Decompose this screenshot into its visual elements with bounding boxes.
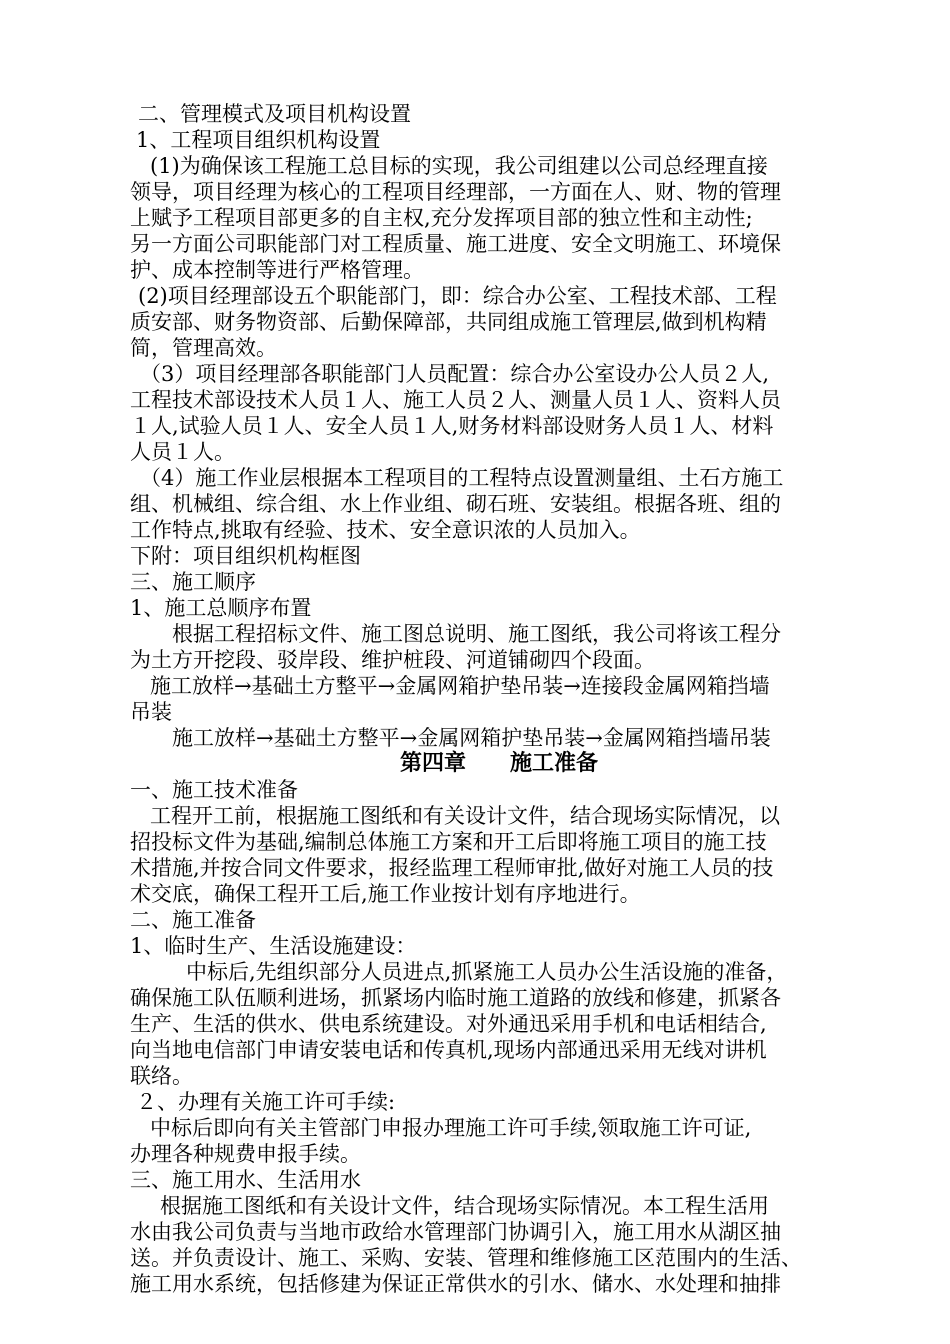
- paragraph-line: 术交底，确保工程开工后,施工作业按计划有序地进行。: [130, 882, 641, 906]
- paragraph-line: 确保施工队伍顺利进场，抓紧场内临时施工道路的放线和修建，抓紧各: [130, 986, 781, 1010]
- paragraph-line: (2)项目经理部设五个职能部门，即：综合办公室、工程技术部、工程: [138, 284, 777, 308]
- subsection-heading: 1、施工总顺序布置: [130, 596, 312, 620]
- paragraph-line: 水由我公司负责与当地市政给水管理部门协调引入，施工用水从湖区抽: [130, 1220, 781, 1244]
- paragraph-line: 招投标文件为基础,编制总体施工方案和开工后即将施工项目的施工技: [130, 830, 767, 854]
- paragraph-line: 下附：项目组织机构框图: [130, 544, 361, 568]
- paragraph-line: 简，管理高效。: [130, 336, 277, 360]
- subsection-heading: 1、工程项目组织机构设置: [136, 128, 381, 152]
- paragraph-line: 领导，项目经理为核心的工程项目经理部，一方面在人、财、物的管理: [130, 180, 781, 204]
- sequence-line: 吊装: [130, 700, 172, 724]
- paragraph-line: 生产、生活的供水、供电系统建设。对外通迅采用手机和电话相结合,: [130, 1012, 767, 1036]
- paragraph-line: 办理各种规费申报手续。: [130, 1142, 361, 1166]
- subsection-heading: 1、临时生产、生活设施建设：: [130, 934, 417, 958]
- paragraph-line: 根据施工图纸和有关设计文件，结合现场实际情况。本工程生活用: [160, 1194, 769, 1218]
- paragraph-line: 工程开工前，根据施工图纸和有关设计文件，结合现场实际情况，以: [150, 804, 780, 828]
- section-heading: 一、施工技术准备: [130, 778, 298, 802]
- paragraph-line: 组、机械组、综合组、水上作业组、砌石班、安装组。根据各班、组的: [130, 492, 781, 516]
- section-heading: 二、施工准备: [130, 908, 256, 932]
- sequence-line: 施工放样→基础土方整平→金属网箱护垫吊装→金属网箱挡墙吊装: [172, 726, 771, 750]
- paragraph-line: 另一方面公司职能部门对工程质量、施工进度、安全文明施工、环境保: [130, 232, 781, 256]
- chapter-title: 第四章 施工准备: [400, 751, 599, 776]
- paragraph-line: 工程技术部设技术人员１人、施工人员２人、测量人员１人、资料人员: [130, 388, 781, 412]
- paragraph-line: 送。并负责设计、施工、采购、安装、管理和维修施工区范围内的生活、: [130, 1246, 802, 1270]
- paragraph-line: 上赋予工程项目部更多的自主权,充分发挥项目部的独立性和主动性;: [130, 206, 753, 230]
- paragraph-line: 护、成本控制等进行严格管理。: [130, 258, 424, 282]
- paragraph-line: 工作特点,挑取有经验、技术、安全意识浓的人员加入。: [130, 518, 641, 542]
- paragraph-line: （3）项目经理部各职能部门人员配置：综合办公室设办公人员２人,: [140, 362, 770, 386]
- paragraph-line: １人,试验人员１人、安全人员１人,财务材料部设财务人员１人、材料: [130, 414, 774, 438]
- paragraph-line: （4）施工作业层根据本工程项目的工程特点设置测量组、土石方施工: [140, 466, 784, 490]
- section-heading: 三、施工顺序: [130, 570, 256, 594]
- subsection-heading: ２、办理有关施工许可手续:: [136, 1090, 396, 1114]
- paragraph-line: 人员１人。: [130, 440, 235, 464]
- section-heading: 三、施工用水、生活用水: [130, 1168, 361, 1192]
- paragraph-line: 质安部、财务物资部、后勤保障部，共同组成施工管理层,做到机构精: [130, 310, 767, 334]
- paragraph-line: 根据工程招标文件、施工图总说明、施工图纸，我公司将该工程分: [172, 622, 781, 646]
- section-heading: 二、管理模式及项目机构设置: [138, 102, 411, 126]
- sequence-line: 施工放样→基础土方整平→金属网箱护垫吊装→连接段金属网箱挡墙: [150, 674, 770, 698]
- paragraph-line: 中标后,先组织部分人员进点,抓紧施工人员办公生活设施的准备，: [186, 960, 788, 984]
- paragraph-line: 施工用水系统，包括修建为保证正常供水的引水、储水、水处理和抽排: [130, 1272, 781, 1296]
- paragraph-line: 术措施,并按合同文件要求，报经监理工程师审批,做好对施工人员的技: [130, 856, 774, 880]
- paragraph-line: 向当地电信部门申请安装电话和传真机,现场内部通迅采用无线对讲机: [130, 1038, 767, 1062]
- paragraph-line: (1)为确保该工程施工总目标的实现，我公司组建以公司总经理直接: [150, 154, 768, 178]
- paragraph-line: 联络。: [130, 1064, 193, 1088]
- paragraph-line: 中标后即向有关主管部门申报办理施工许可手续,领取施工许可证,: [150, 1116, 752, 1140]
- paragraph-line: 为土方开挖段、驳岸段、维护桩段、河道铺砌四个段面。: [130, 648, 655, 672]
